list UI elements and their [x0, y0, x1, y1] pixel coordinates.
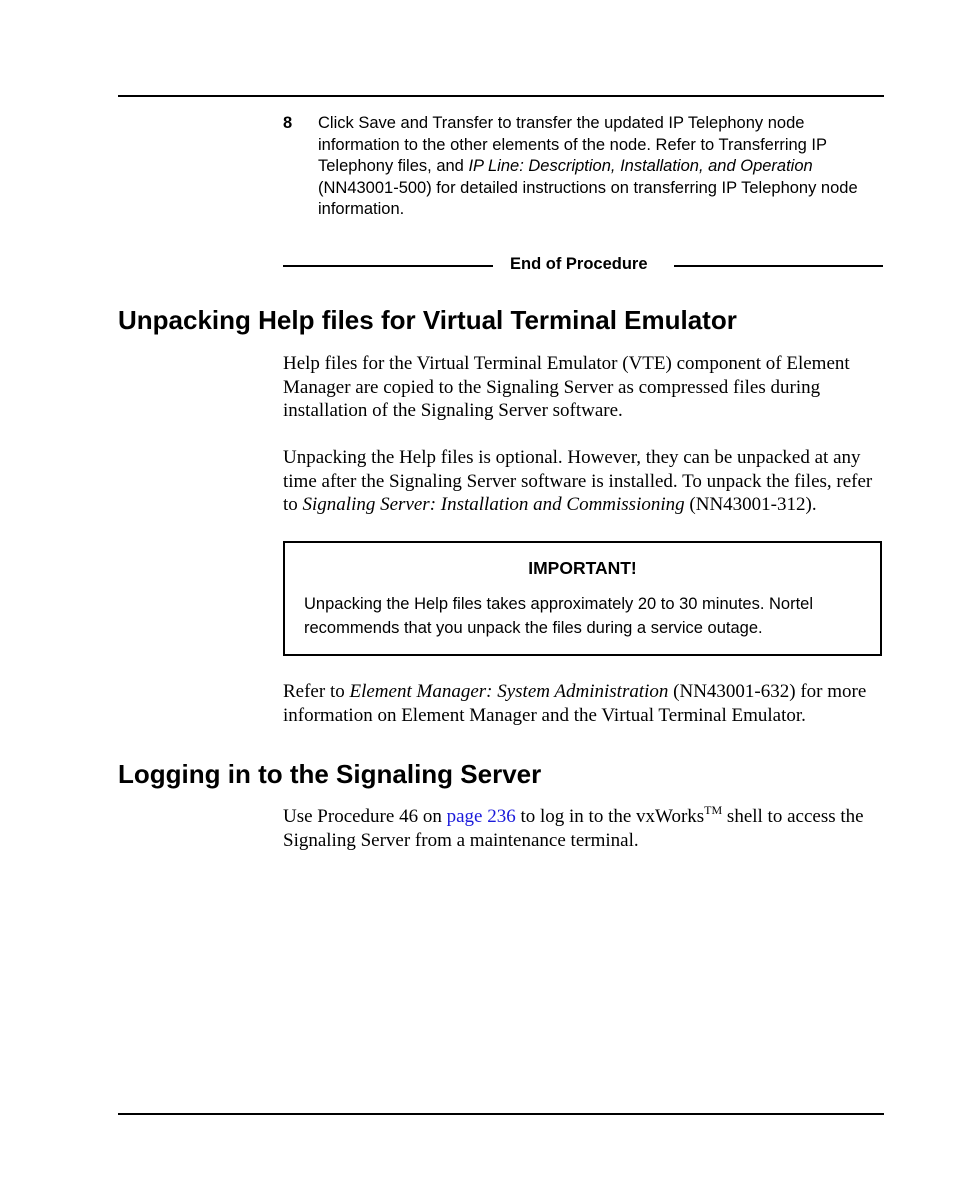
important-callout — [283, 541, 882, 656]
trademark-symbol: TM — [704, 803, 723, 817]
section1-paragraph-1: Help files for the Virtual Terminal Emulator (VTE) component of Element Manager are copied to the Signaling Server as compressed files during installation of the Signaling Server software. — [283, 353, 850, 421]
end-of-procedure-line-left — [283, 265, 493, 267]
section-heading-unpacking-help: Unpacking Help files for Virtual Terminal Emulator — [118, 305, 737, 335]
section-heading-logging-in: Logging in to the Signaling Server — [118, 759, 542, 789]
section1-paragraph-2: Unpacking the Help files is optional. However, they can be unpacked at any time after the Signaling Server software is installed. To unpack the files, refer to Signaling Server: Installation and Commissioning (NN43001-312). — [283, 447, 873, 515]
reference-title-element-manager: Element Manager: System Administration — [349, 681, 669, 702]
reference-title-signaling-server: Signaling Server: Installation and Commissioning — [302, 494, 685, 515]
end-of-procedure-label: End of Procedure — [510, 255, 648, 273]
important-body: Unpacking the Help files takes approximately 20 to 30 minutes. Nortel recommends that you unpack the files during a service outage. — [304, 595, 814, 637]
end-of-procedure-line-right — [674, 265, 883, 267]
footer-rule — [118, 1113, 884, 1115]
step-reference-title: IP Line: Description, Installation, and Operation — [468, 157, 813, 175]
important-title: IMPORTANT! — [528, 558, 637, 578]
page-236-link[interactable]: page 236 — [446, 806, 516, 827]
section1-paragraph-3: Refer to Element Manager: System Administration (NN43001-632) for more information on Element Manager and the Virtual Terminal Emulator. — [283, 681, 867, 726]
step-number: 8 — [283, 114, 293, 132]
step-text: Click Save and Transfer to transfer the updated IP Telephony node information to the other elements of the node. Refer to Transferring IP Telephony files, and IP Line: Description, Installation, and Operation (NN43001-500) for detailed instructions on transferring IP Telephony node information. — [318, 114, 858, 218]
section2-paragraph: Use Procedure 46 on page 236 to log in to the vxWorks™ shell to access the Signaling Server from a maintenance terminal. — [283, 803, 864, 851]
end-of-procedure — [283, 255, 883, 277]
header-rule — [118, 95, 884, 97]
